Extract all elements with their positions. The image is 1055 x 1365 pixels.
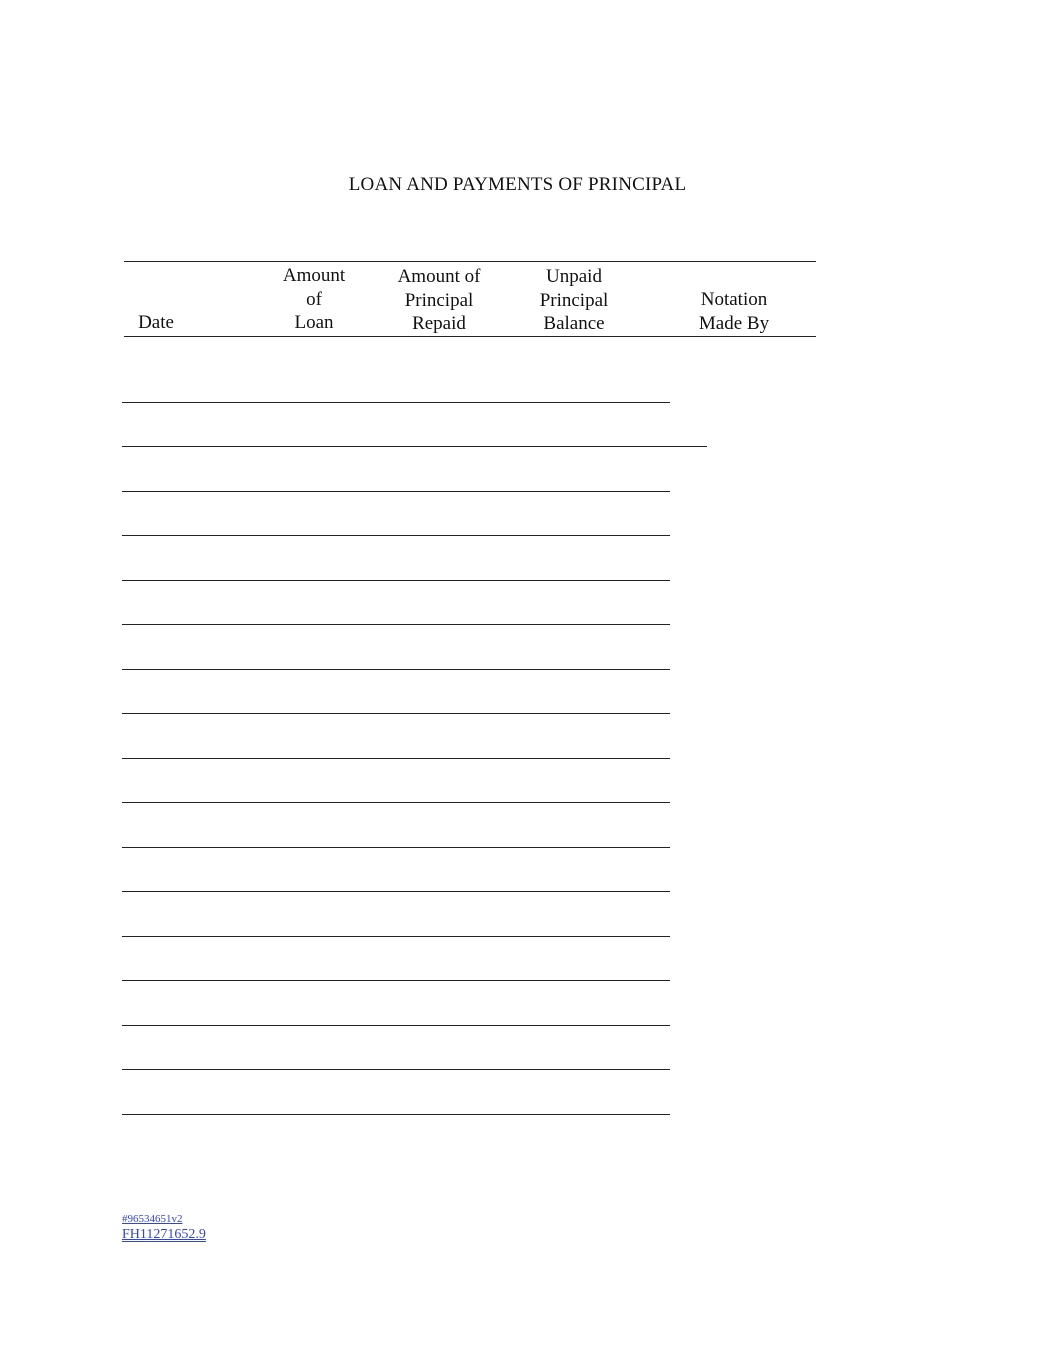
entry-line xyxy=(122,1114,670,1115)
entry-line xyxy=(122,713,670,714)
entry-line xyxy=(122,1069,670,1070)
entry-line xyxy=(122,491,670,492)
entry-line xyxy=(122,758,670,759)
entry-line xyxy=(122,624,670,625)
entry-line xyxy=(122,1025,670,1026)
footer-ref-id: FH11271652.9 xyxy=(122,1227,206,1242)
page-title: LOAN AND PAYMENTS OF PRINCIPAL xyxy=(348,174,687,195)
column-header-principal-repaid: Amount of Principal Repaid xyxy=(397,266,481,334)
entry-line xyxy=(122,802,670,803)
entry-line xyxy=(122,535,670,536)
column-header-notation-made-by: Notation Made By xyxy=(698,289,770,334)
column-header-date: Date xyxy=(138,312,174,333)
entry-line xyxy=(122,669,670,670)
entry-line xyxy=(122,980,670,981)
header-top-rule xyxy=(124,261,816,262)
entry-line xyxy=(122,446,707,447)
header-bottom-rule xyxy=(124,336,816,337)
entry-line xyxy=(122,847,670,848)
column-header-unpaid-balance: Unpaid Principal Balance xyxy=(539,266,609,334)
entry-line xyxy=(122,891,670,892)
column-header-amount-of-loan: Amount of Loan xyxy=(282,265,346,333)
entry-line xyxy=(122,936,670,937)
entry-line xyxy=(122,402,670,403)
footer-doc-id: #96534651v2 xyxy=(122,1213,183,1225)
entry-line xyxy=(122,580,670,581)
